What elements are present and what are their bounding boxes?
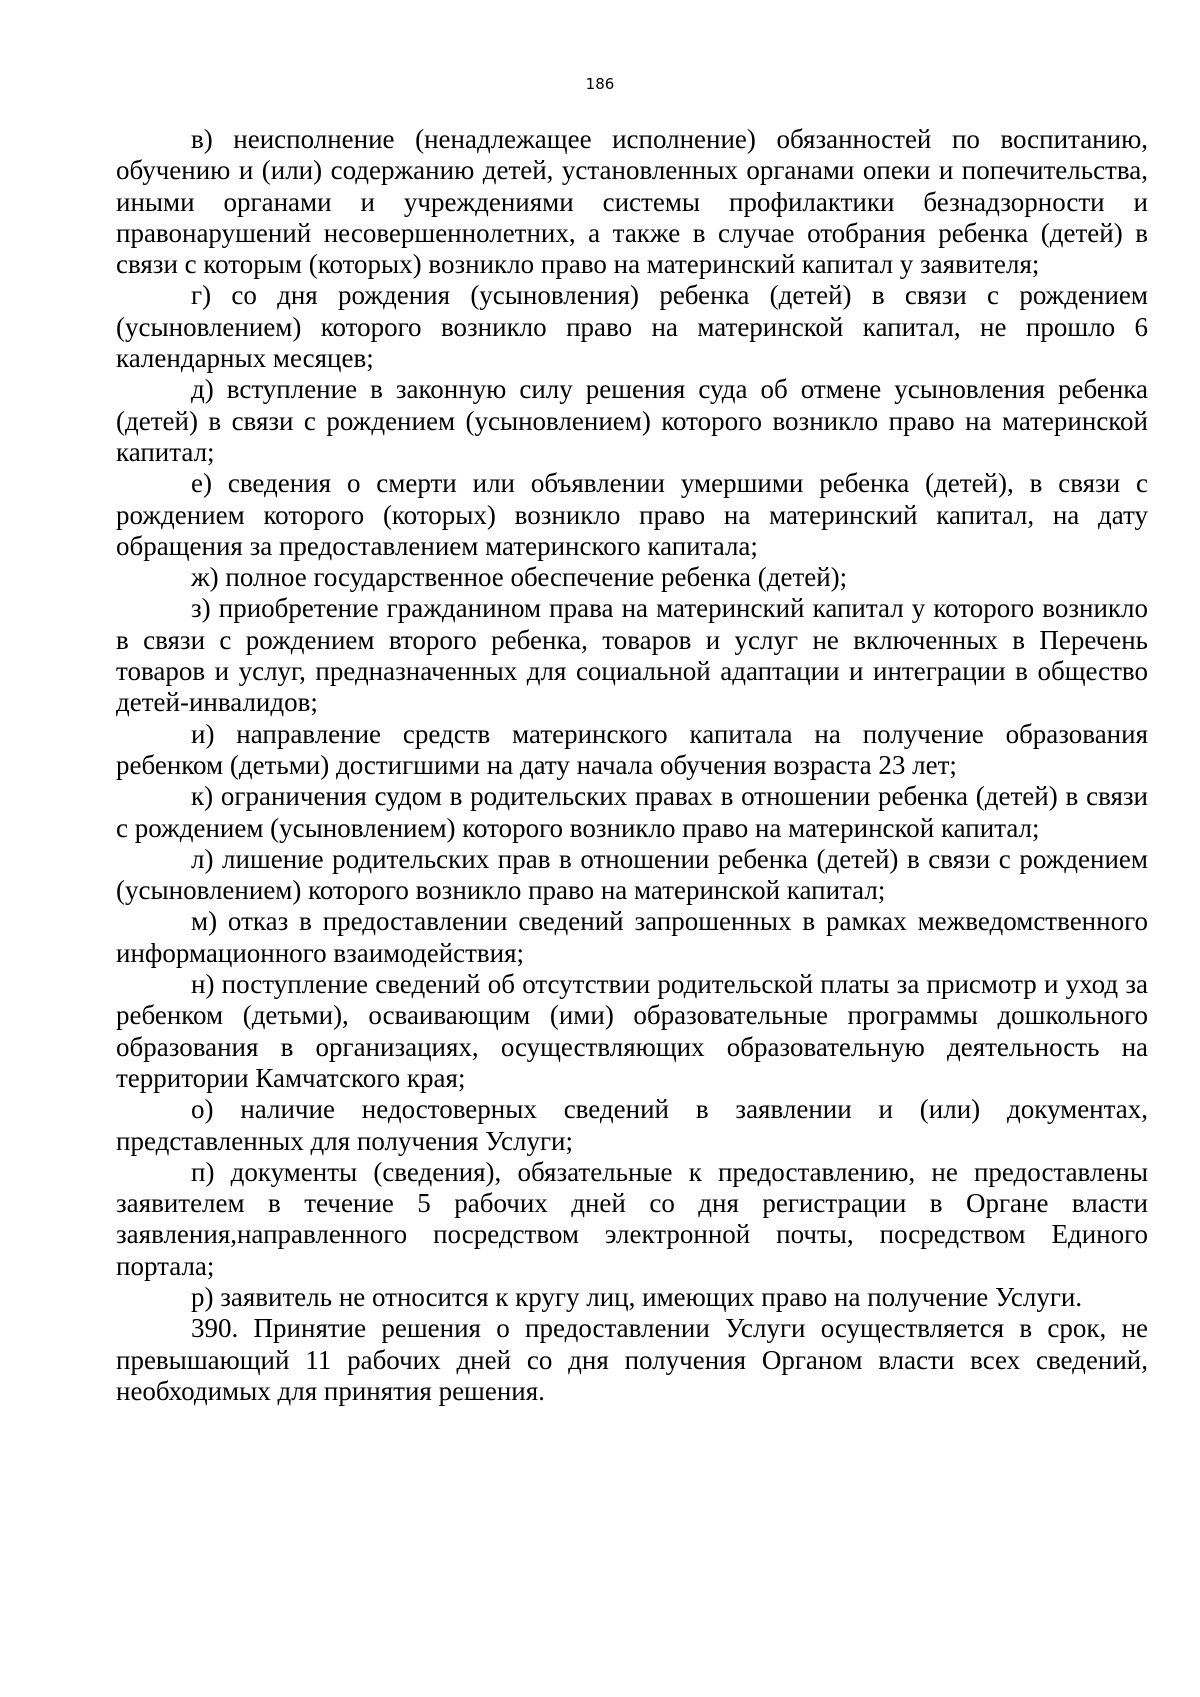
list-item-o: о) наличие недостоверных сведений в заявлении и (или) документах, представленных для получения Услуги; xyxy=(116,1094,1148,1156)
list-item-v: в) неисполнение (ненадлежащее исполнение) обязанностей по воспитанию, обучению и (или) содержанию детей, установленных органами опеки и попечительства, иными органами и учреждениями системы профилактики безнадзорности и правонарушений несовершеннолетних, а также в случае отобрания ребенка (детей) в связи с которым (которых) возникло право на материнский капитал у заявителя; xyxy=(116,124,1148,280)
list-item-z: з) приобретение гражданином права на материнский капитал у которого возникло в связи с рождением второго ребенка, товаров и услуг не включенных в Перечень товаров и услуг, предназначенных для социальной адаптации и интеграции в общество детей-инвалидов; xyxy=(116,593,1148,718)
list-item-n: н) поступление сведений об отсутствии родительской платы за присмотр и уход за ребенком (детьми), осваивающим (ими) образовательные программы дошкольного образования в организациях, осуществляющих образовательную деятельность на территории Камчатского края; xyxy=(116,969,1148,1093)
list-item-g: г) со дня рождения (усыновления) ребенка (детей) в связи с рождением (усыновлением) которого возникло право на материнской капитал, не прошло 6 календарных месяцев; xyxy=(116,280,1148,374)
list-item-d: д) вступление в законную силу решения суда об отмене усыновления ребенка (детей) в связи с рождением (усыновлением) которого возникло право на материнской капитал; xyxy=(116,374,1148,467)
list-item-m: м) отказ в предоставлении сведений запрошенных в рамках межведомственного информационного взаимодействия; xyxy=(116,906,1148,968)
page-number: 186 xyxy=(585,75,615,93)
list-item-l: л) лишение родительских прав в отношении ребенка (детей) в связи с рождением (усыновлением) которого возникло право на материнской капитал; xyxy=(116,843,1148,906)
list-item-k: к) ограничения судом в родительских правах в отношении ребенка (детей) в связи с рождением (усыновлением) которого возникло право на материнской капитал; xyxy=(116,781,1148,843)
document-body xyxy=(116,124,1148,1407)
list-item-p: п) документы (сведения), обязательные к предоставлению, не предоставлены заявителем в течение 5 рабочих дней со дня регистрации в Органе власти заявления,направленного посредством электронной почты, посредством Единого портала; xyxy=(116,1156,1148,1281)
list-item-r: р) заявитель не относится к кругу лиц, имеющих право на получение Услуги. xyxy=(191,1281,1083,1312)
list-item-zh: ж) полное государственное обеспечение ребенка (детей); xyxy=(191,562,848,593)
list-item-i: и) направление средств материнского капитала на получение образования ребенком (детьми) достигшими на дату начала обучения возраста 23 лет; xyxy=(116,718,1148,780)
clause-390: 390. Принятие решения о предоставлении Услуги осуществляется в срок, не превышающий 11 рабочих дней со дня получения Органом власти всех сведений, необходимых для принятия решения. xyxy=(116,1313,1148,1406)
list-item-e: е) сведения о смерти или объявлении умершими ребенка (детей), в связи с рождением которого (которых) возникло право на материнский капитал, на дату обращения за предоставлением материнского капитала; xyxy=(116,468,1148,561)
